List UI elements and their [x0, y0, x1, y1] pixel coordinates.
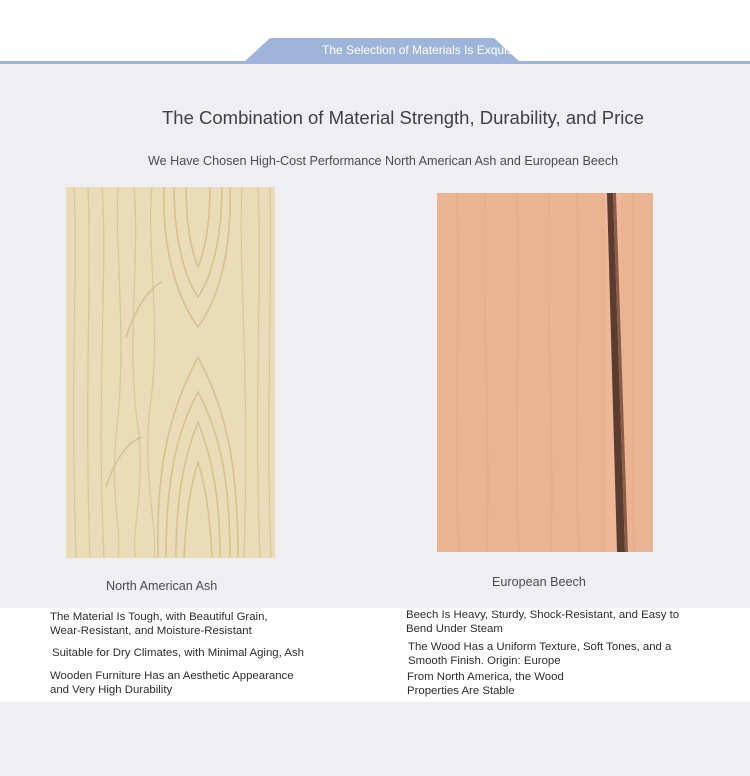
page-subtitle: We Have Chosen High-Cost Performance North American Ash and European Beech: [148, 154, 619, 168]
beech-feature-2: The Wood Has a Uniform Texture, Soft Tones, and a Smooth Finish. Origin: Europe: [408, 641, 672, 667]
ash-caption: North American Ash: [106, 579, 218, 593]
section-tab-label: The Selection of Materials Is Exquisite: [322, 43, 526, 57]
ash-feature-1: The Material Is Tough, with Beautiful Grain, Wear-Resistant, and Moisture-Resistant: [50, 611, 268, 637]
ash-wood-sample-image: [66, 187, 275, 558]
ash-feature-2: Suitable for Dry Climates, with Minimal Aging, Ash: [52, 647, 304, 659]
beech-feature-3: From North America, the Wood Properties Are Stable: [407, 671, 564, 697]
beech-feature-1: Beech Is Heavy, Sturdy, Shock-Resistant, and Easy to Bend Under Steam: [406, 609, 680, 635]
beech-caption: European Beech: [492, 575, 586, 589]
ash-feature-3: Wooden Furniture Has an Aesthetic Appearance and Very High Durability: [50, 670, 294, 696]
beech-wood-sample-image: [437, 193, 653, 552]
page-title: The Combination of Material Strength, Durability, and Price: [162, 107, 644, 128]
